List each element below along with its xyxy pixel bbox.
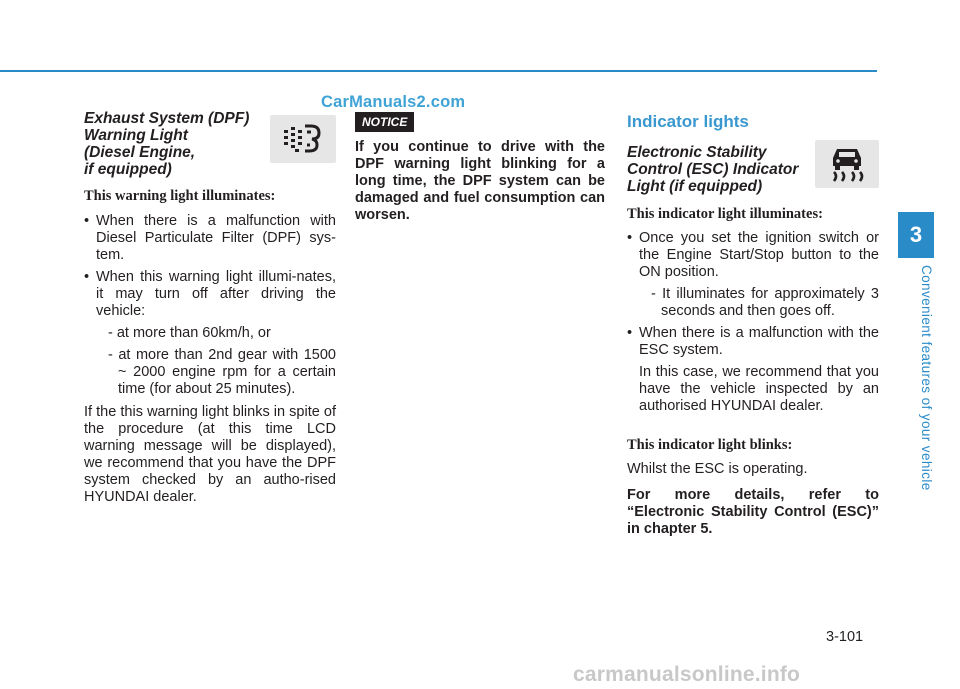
dpf-title-line: if equipped) [84,161,172,178]
dpf-dash-item: - at more than 60km/h, or [108,325,271,341]
notice-badge: NOTICE [355,112,414,132]
dpf-heading-block [84,110,336,184]
list-item [627,325,879,415]
dpf-illuminates-heading: This warning light illuminates: [84,188,276,204]
dpf-title-line: Warning Light [84,127,188,144]
esc-blinks-heading: This indicator light blinks: [627,437,793,453]
esc-title-line: Electronic Stability [627,144,767,161]
esc-car-skid-icon [827,145,867,183]
list-item [627,230,879,320]
esc-heading-block [627,144,879,200]
dpf-body-text: If the this warning light blinks in spite of the procedure (at this time LCD warning message will be displayed), we recommend that you have the DPF system checked by an autho-rised HYUNDAI dealer. [84,404,336,505]
list-item [84,269,336,398]
dpf-bullet-list [84,213,336,398]
esc-bullet-list [627,230,879,415]
top-rule [0,70,877,72]
esc-title-line: Control (ESC) Indicator [627,161,799,178]
esc-bullet-1-text: Once you set the ignition switch or the Engine Start/Stop button to the ON position. [639,230,879,280]
dpf-title-line: (Diesel Engine, [84,144,196,161]
column-notice [355,110,605,224]
section-title: Indicator lights [627,112,749,131]
page-number: 3-101 [826,629,864,645]
esc-illuminates-heading: This indicator light illuminates: [627,206,823,222]
chapter-tab: 3 [898,212,934,258]
dpf-bullet-2-text: When this warning light illumi-nates, it may turn off after driving the vehicle: [96,269,336,319]
column-indicator [627,110,879,538]
esc-title-line: Light (if equipped) [627,178,763,195]
esc-details-text: For more details, refer to “Electronic Stability Control (ESC)” in chapter 5. [627,487,879,537]
esc-bullet-2-text: When there is a malfunction with the ESC system. [639,325,879,358]
footer-watermark: carmanualsonline.info [573,663,801,686]
column-dpf [84,110,336,506]
dpf-title-line: Exhaust System (DPF) [84,110,250,127]
watermark: CarManuals2.com [321,93,466,111]
dpf-icon-box [270,115,336,163]
esc-blinks-text: Whilst the ESC is operating. [627,461,808,477]
dpf-dash-item: - at more than 2nd gear with 1500 ~ 2000 engine rpm for a certain time (for about 25 minutes). [108,347,336,397]
list-item: • When there is a malfunction with Diesel Particulate Filter (DPF) sys-tem. [84,213,336,264]
esc-icon-box [815,140,879,188]
dpf-warning-icon [281,122,325,156]
notice-text: If you continue to drive with the DPF warning light blinking for a long time, the DPF system can be damaged and fuel consumption can worsen. [355,139,605,223]
esc-bullet-2-subtext: In this case, we recommend that you have the vehicle inspected by an authorised HYUNDAI dealer. [639,364,879,414]
esc-dash-item: - It illuminates for approximately 3 seconds and then goes off. [651,286,879,319]
chapter-label: Convenient features of your vehicle [919,265,934,491]
